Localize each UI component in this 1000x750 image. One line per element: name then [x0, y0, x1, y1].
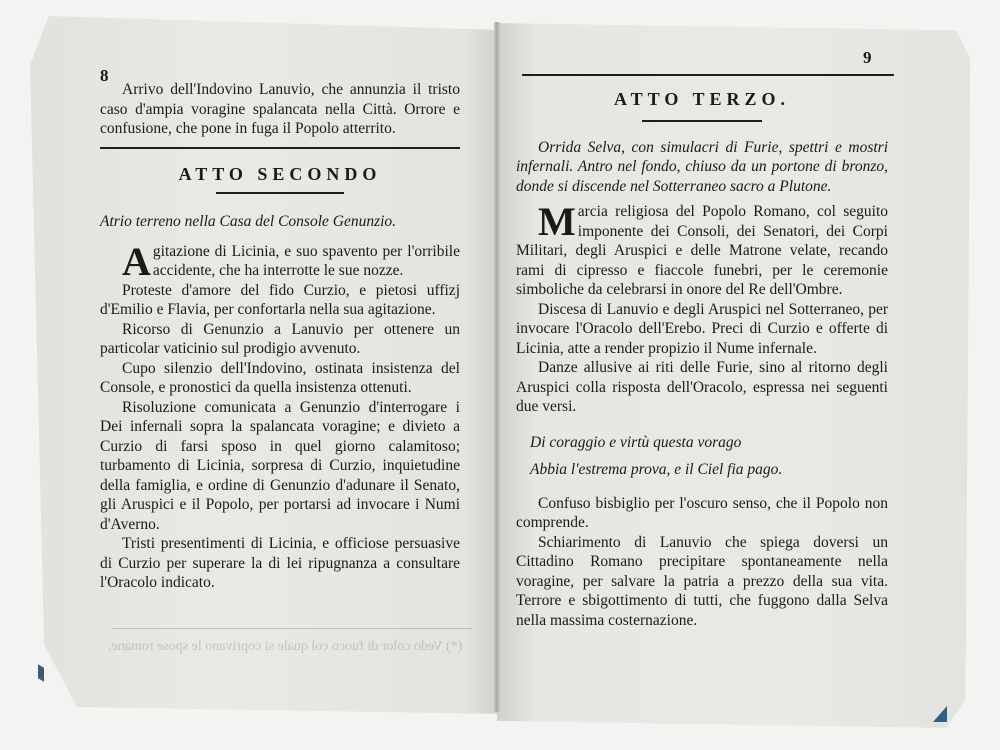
paragraph-risoluzione: Risoluzione comunicata a Genunzio d'interrogare i Dei infernali sopra la spalancata voragine; e divieto a Curzio di farsi sposo in quel giorno calamitoso; turbamento di Licinia, sorpresa di Curzio, inquietudine della famiglia, e ordine di Genunzio d'adunare il Senato, gli Aruspici e il Popolo, per portarsi ad invocare i Numi d'Averno.: [100, 398, 460, 533]
page-number-right: 9: [863, 48, 872, 67]
verse-1: Di coraggio e virtù questa vorago: [530, 433, 742, 451]
heading-underline-right: [642, 120, 762, 122]
heading-underline: [216, 192, 344, 194]
blue-cover-corner: [933, 706, 947, 722]
book-spine-gutter: [494, 22, 500, 712]
verse-2: Abbia l'estrema prova, e il Ciel fia pago.: [530, 461, 783, 478]
paragraph-proteste: Proteste d'amore del fido Curzio, e pietosi uffizj d'Emilio e Flavia, per confortarla nella sua agitazione.: [100, 281, 460, 318]
page-number-left: 8: [100, 66, 109, 85]
closing-paragraphs: [516, 494, 888, 631]
left-paragraphs: [100, 238, 460, 593]
act-heading-terzo: ATTO TERZO.: [613, 89, 791, 109]
scene-setting-right: Orrida Selva, con simulacri di Furie, spettri e mostri infernali. Antro nel fondo, chiuso da un portone di bronzo, donde si discende nel Sotterraneo sacro a Plutone.: [516, 138, 888, 195]
right-paragraphs: [516, 199, 888, 417]
dropcap-a: A: [122, 238, 151, 284]
header-rule-right: [522, 74, 894, 76]
act-heading-secondo: ATTO SECONDO: [178, 163, 382, 184]
bleed-through-rule: [112, 628, 472, 629]
intro-paragraph: Arrivo dell'Indovino Lanuvio, che annunzia il tristo caso d'ampia voragine spalancata nella Città. Orrore e confusione, che pone in fuga il Popolo atterrito.: [100, 81, 460, 137]
paragraph-schiarimento: Schiarimento di Lanuvio che spiega doversi un Cittadino Romano precipitare spontaneamente nella voragine, per salvare la patria a prezzo della sua vita. Terrore e sbigottimento di tutti, che fuggono dalla Selva nella massima costernazione.: [516, 533, 888, 629]
section-rule: [100, 147, 460, 149]
bleed-through-footnote: (*) Vedo color di fuoco col quale si coprivano le spose romane.: [108, 639, 463, 654]
dropcap-m: M: [538, 199, 576, 244]
right-page-text: [516, 90, 888, 630]
blue-cover-corner-left: [38, 664, 44, 681]
paragraph-text: arcia religiosa del Popolo Romano, col seguito imponente dei Consoli, dei Senatori, dei Corpi Militari, degli Aruspici e delle Matrone velate, recando rami di cipresso e fiaccole funebri, per le ceremonie simboliche da celebrarsi in onore del Re dell'Ombre.: [516, 203, 888, 298]
oracle-verses: [516, 433, 888, 480]
paragraph-confuso: Confuso bisbiglio per l'oscuro senso, che il Popolo non comprende.: [516, 494, 888, 531]
paragraph-marcia: [516, 199, 888, 300]
paragraph-agitazione: [100, 238, 460, 284]
paragraph-tristi: Tristi presentimenti di Licinia, e officiose persuasive di Curzio per superare la di lei ripugnanza a consultare l'Oracolo indicato.: [100, 535, 460, 591]
paragraph-discesa: Discesa di Lanuvio e degli Aruspici nel Sotterraneo, per invocare l'Oracolo dell'Erebo. Preci di Curzio e offerte di Licinia, atte a render propizio il Nume infernale.: [516, 300, 888, 357]
scene-setting-left: Atrio terreno nella Casa del Console Genunzio.: [100, 213, 397, 230]
paragraph-ricorso: Ricorso di Genunzio a Lanuvio per ottenere un particolar vaticinio sul prodigio avvenuto.: [100, 320, 460, 357]
paragraph-text: gitazione di Licinia, e suo spavento per l'orribile accidente, che ha interrotte le sue nozze.: [152, 242, 460, 279]
paragraph-danze: Danze allusive ai riti delle Furie, sino al ritorno degli Aruspici colla risposta dell'Oracolo, espressa nei seguenti due versi.: [516, 359, 888, 415]
left-page-text: [100, 80, 460, 593]
paragraph-cupo-silenzio: Cupo silenzio dell'Indovino, ostinata insistenza del Console, e pronostici da quella insistenza ottenuti.: [100, 359, 460, 396]
